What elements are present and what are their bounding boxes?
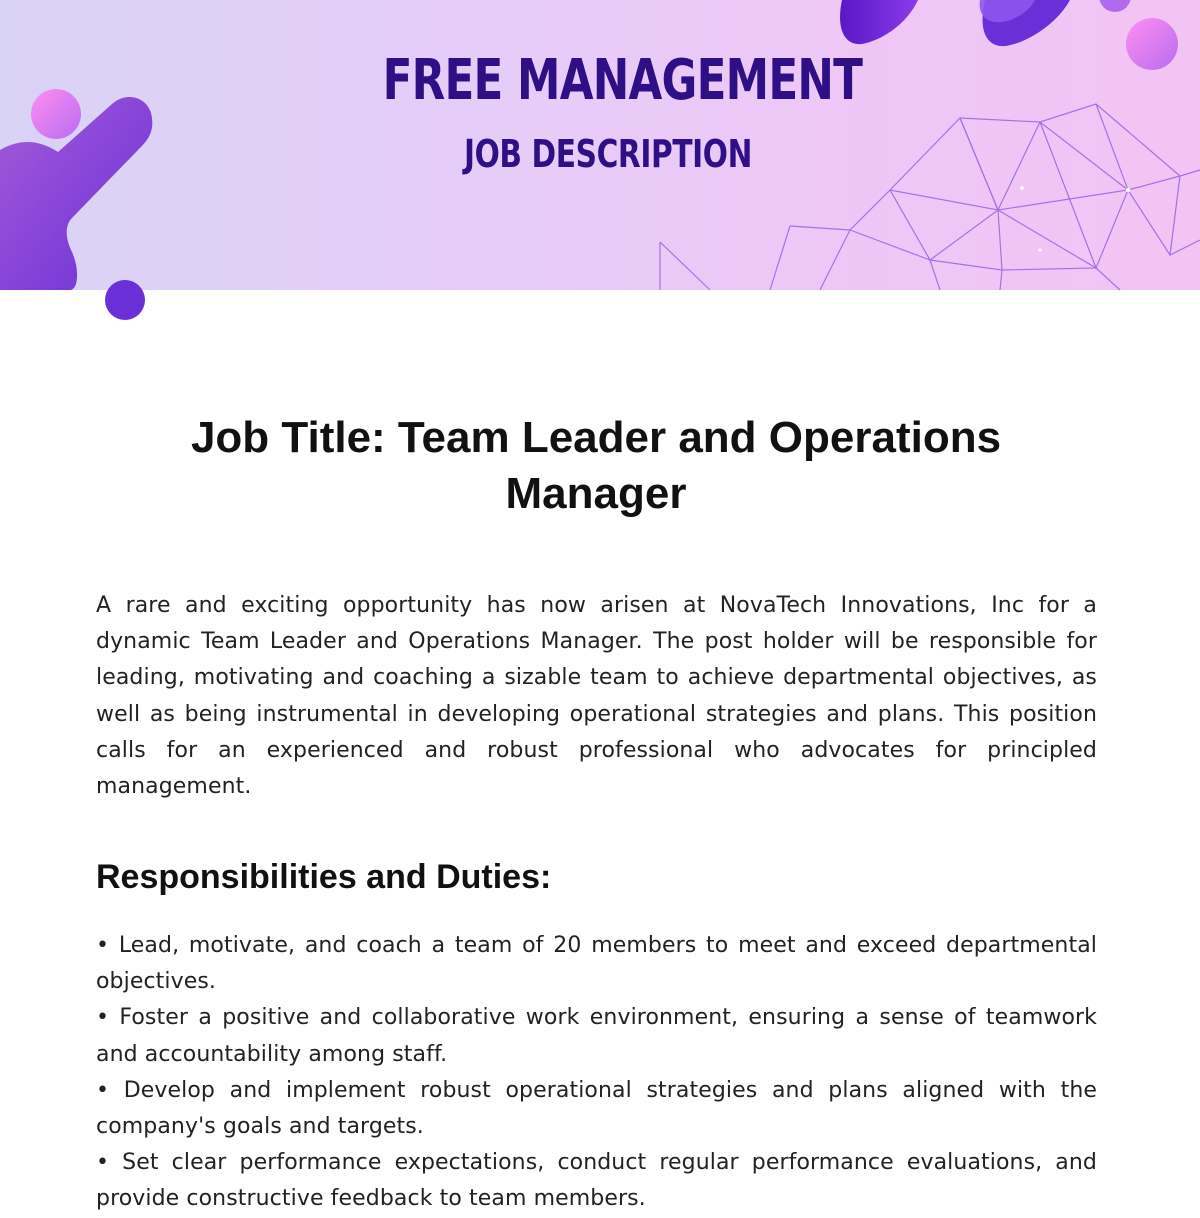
list-item: • Develop and implement robust operational strategies and plans aligned with the company's goals and targets. — [96, 1077, 1097, 1140]
top-blob-shape — [840, 0, 918, 44]
right-ball-shape — [1126, 18, 1178, 70]
banner-subtitle: JOB DESCRIPTION — [463, 132, 753, 176]
banner-title: FREE MANAGEMENT — [382, 48, 863, 113]
list-item: • Foster a positive and collaborative work environment, ensuring a sense of teamwork and accountability among staff. — [96, 1005, 1097, 1067]
intro-paragraph: A rare and exciting opportunity has now arisen at NovaTech Innovations, Inc for a dynamic Team Leader and Operations Manager. The post holder will be responsible for leading, motivating and coaching a sizable team to achieve departmental objectives, as well as being instrumental in developing operational strategies and plans. This position calls for an experienced and robust professional who advocates for principled management. — [96, 593, 1097, 800]
left-ball-shape — [31, 89, 81, 139]
list-item: • Set clear performance expectations, conduct regular performance evaluations, and provide constructive feedback to team members. — [96, 1150, 1097, 1212]
job-title: Job Title: Team Leader and Operations Manager — [190, 413, 1002, 518]
responsibilities-list — [96, 928, 1097, 1218]
header-banner — [0, 0, 1200, 290]
responsibilities-heading: Responsibilities and Duties: — [96, 858, 552, 896]
list-item: • Lead, motivate, and coach a team of 20 members to meet and exceed departmental objectives. — [96, 933, 1097, 995]
